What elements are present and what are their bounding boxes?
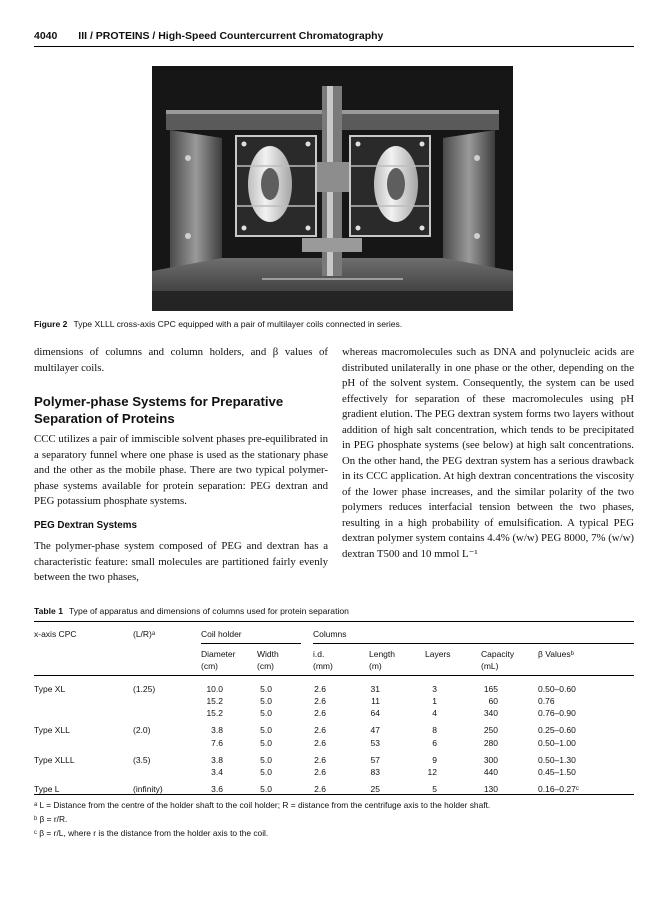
table-cell-beta: 0.50–0.60 [538, 684, 576, 694]
table-cell-beta: 0.25–0.60 [538, 725, 576, 735]
table-cell-layers: 3 [432, 684, 437, 694]
table-cell-diameter: 15.2 [206, 696, 223, 706]
header-capacity-unit: (mL) [481, 661, 499, 671]
table-cell-width: 5.0 [260, 684, 272, 694]
table-cell-lr: (2.0) [133, 725, 151, 735]
table-cell-capacity: 60 [488, 696, 498, 706]
table-cell-diameter: 7.6 [211, 738, 223, 748]
table-cell-layers: 5 [432, 784, 437, 794]
header-width: Width [257, 649, 279, 659]
table-cell-capacity: 340 [483, 708, 498, 718]
table-cell-beta: 0.50–1.30 [538, 755, 576, 765]
table-cell-type: Type XLLL [34, 755, 75, 765]
table-cell-length: 53 [370, 738, 380, 748]
running-head-section: III / PROTEINS / High-Speed Countercurrent Chromatography [78, 30, 384, 42]
header-diameter: Diameter [201, 649, 236, 659]
header-xaxis-cpc: x-axis CPC [34, 629, 77, 639]
table-cell-layers: 4 [432, 708, 437, 718]
header-lr: (L/R)ᵃ [133, 629, 156, 639]
paragraph-right: whereas macromolecules such as DNA and polynucleic acids are distributed unilaterally in one phase or the other, depending on the pH of the solvent system. Consequently, the system can be used effectively for separation of these macromolecules using pH gradient elution. The PEG dextran system forms two layers without addition of high salt concentration, which tends to be precipitated in PEG phosphate systems (see below) at high salt concentrations. On the other hand, the PEG dextran system has a serious drawback in its CCC application. At high dextran concentrations the viscosity of the lower phase increases, and the similar polarity of the two polymers reduces interfacial tension between the two phases, resulting in a high probability of emulsification. A typical PEG dextran polymer system contains 4.4% (w/w) PEG 8000, 7% (w/w) dextran T500 and 10 mmol L⁻¹ [342, 346, 634, 560]
header-layers: Layers [425, 649, 451, 659]
table-cell-length: 47 [370, 725, 380, 735]
figure-caption-text: Type XLLL cross-axis CPC equipped with a pair of multilayer coils connected in series. [73, 319, 403, 329]
table-caption-text: Type of apparatus and dimensions of columns used for protein separation [68, 606, 349, 616]
table-footnote-c: ᶜ β = r/L, where r is the distance from the holder axis to the coil. [34, 828, 269, 838]
table-top-rule [34, 621, 634, 622]
header-id: i.d. [313, 649, 325, 659]
cpc-apparatus-illustration [152, 66, 513, 311]
left-column [34, 345, 328, 586]
table-cell-capacity: 165 [483, 684, 498, 694]
table-cell-width: 5.0 [260, 725, 272, 735]
table-cell-id: 2.6 [314, 738, 326, 748]
table-cell-width: 5.0 [260, 708, 272, 718]
table-bottom-rule [34, 794, 634, 795]
table-cell-layers: 8 [432, 725, 437, 735]
table-cell-id: 2.6 [314, 684, 326, 694]
table-cell-id: 2.6 [314, 755, 326, 765]
header-length-unit: (m) [369, 661, 382, 671]
right-column [342, 345, 634, 562]
table-cell-beta: 0.50–1.00 [538, 738, 576, 748]
table-header-rule [34, 675, 634, 676]
header-capacity: Capacity [481, 649, 515, 659]
table-cell-layers: 9 [432, 755, 437, 765]
header-beta: β Valuesᵇ [538, 649, 574, 659]
table-cell-width: 5.0 [260, 696, 272, 706]
intro-text: dimensions of columns and column holders, and β values of multilayer coils. [34, 346, 328, 374]
running-head [34, 30, 383, 42]
coil-holder-rule [201, 643, 301, 644]
table-cell-width: 5.0 [260, 755, 272, 765]
table-footnote-b: ᵇ β = r/R. [34, 814, 68, 824]
paragraph-peg-dextran: The polymer-phase system composed of PEG and dextran has a characteristic feature: small molecules are partitioned fairly evenly between the two phases, [34, 540, 328, 583]
table-cell-type: Type L [34, 784, 60, 794]
figure-photo [152, 66, 513, 311]
table-cell-lr: (infinity) [133, 784, 163, 794]
table-cell-capacity: 440 [483, 767, 498, 777]
table-cell-length: 64 [370, 708, 380, 718]
table-cell-capacity: 250 [483, 725, 498, 735]
table-cell-diameter: 3.8 [211, 725, 223, 735]
header-width-unit: (cm) [257, 661, 274, 671]
table-cell-diameter: 15.2 [206, 708, 223, 718]
table-caption [34, 606, 349, 616]
header-diameter-unit: (cm) [201, 661, 218, 671]
header-columns: Columns [313, 629, 347, 639]
table-cell-lr: (3.5) [133, 755, 151, 765]
header-id-unit: (mm) [313, 661, 333, 671]
table-cell-type: Type XLL [34, 725, 70, 735]
table-cell-layers: 6 [432, 738, 437, 748]
paragraph-ccc: CCC utilizes a pair of immiscible solvent phases pre-equilibrated in a separatory funnel where one phase is used as the stationary phase and the other as the mobile phase. There are two typical polymer-phase systems available for protein separation: PEG dextran and PEG potassium phosphate systems. [34, 433, 328, 507]
table-cell-id: 2.6 [314, 696, 326, 706]
table-cell-length: 25 [370, 784, 380, 794]
table-cell-capacity: 280 [483, 738, 498, 748]
section-heading: Polymer-phase Systems for Preparative Separation of Proteins [34, 394, 284, 426]
table-cell-id: 2.6 [314, 784, 326, 794]
table-cell-width: 5.0 [260, 738, 272, 748]
figure-label: Figure 2 [34, 319, 68, 329]
page-number: 4040 [34, 30, 58, 42]
figure-caption [34, 319, 402, 329]
header-rule [34, 46, 634, 47]
table-cell-id: 2.6 [314, 767, 326, 777]
table-footnote-a: ᵃ L = Distance from the centre of the holder shaft to the coil holder; R = distance from the centrifuge axis to the holder shaft. [34, 800, 491, 810]
table-cell-length: 31 [370, 684, 380, 694]
table-cell-diameter: 3.8 [211, 755, 223, 765]
table-cell-beta: 0.76 [538, 696, 555, 706]
table-cell-length: 83 [370, 767, 380, 777]
table-cell-beta: 0.45–1.50 [538, 767, 576, 777]
columns-rule [313, 643, 634, 644]
table-label: Table 1 [34, 606, 63, 616]
header-coil-holder: Coil holder [201, 629, 242, 639]
table-cell-diameter: 3.6 [211, 784, 223, 794]
table-cell-beta: 0.76–0.90 [538, 708, 576, 718]
subsection-heading: PEG Dextran Systems [34, 519, 137, 531]
table-cell-width: 5.0 [260, 784, 272, 794]
table-cell-capacity: 130 [483, 784, 498, 794]
table-cell-capacity: 300 [483, 755, 498, 765]
table-cell-id: 2.6 [314, 708, 326, 718]
table-cell-diameter: 3.4 [211, 767, 223, 777]
table-cell-layers: 12 [427, 767, 437, 777]
table-cell-length: 57 [370, 755, 380, 765]
table-cell-type: Type XL [34, 684, 66, 694]
table-cell-layers: 1 [432, 696, 437, 706]
header-length: Length [369, 649, 395, 659]
table-cell-beta: 0.16–0.27ᶜ [538, 784, 579, 794]
table-cell-width: 5.0 [260, 767, 272, 777]
table-cell-id: 2.6 [314, 725, 326, 735]
table-cell-lr: (1.25) [133, 684, 156, 694]
table-cell-diameter: 10.0 [206, 684, 223, 694]
table-cell-length: 11 [371, 696, 380, 706]
